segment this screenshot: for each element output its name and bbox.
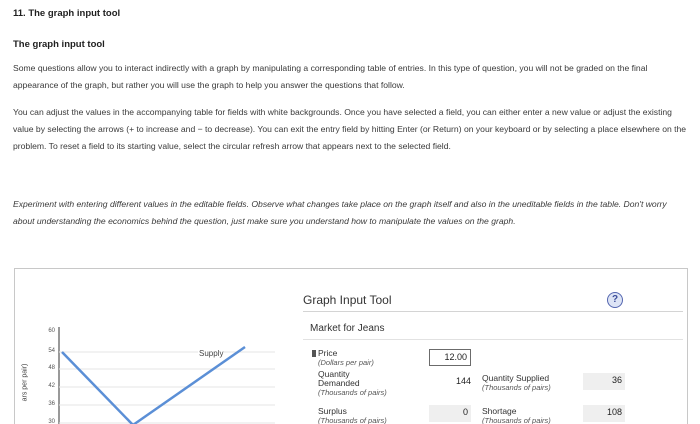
price-input[interactable]: 12.00: [429, 349, 471, 366]
y-tick-label: 42: [48, 383, 55, 389]
supply-curve: [133, 347, 245, 424]
quantity-supplied-value: 36: [583, 373, 625, 390]
graph-area[interactable]: [15, 269, 285, 424]
shortage-unit: (Thousands of pairs): [482, 416, 551, 424]
price-label: Price (Dollars per pair): [312, 349, 374, 367]
price-unit: (Dollars per pair): [318, 358, 374, 367]
supply-curve-label: Supply: [199, 349, 224, 358]
instructions-paragraph: You can adjust the values in the accompanying table for fields with white backgrounds. Once you have selected a field, you can either enter a new value or adjust the existing value by selecting the arrows (+ to increase and − to decrease). You can exit the entry field by hitting Enter (or Return) on your keyboard or by selecting a place elsewhere on the problem. To reset a field to its starting value, select the circular refresh arrow that appears next to the selected field.: [13, 107, 687, 151]
market-title: Market for Jeans: [310, 323, 385, 334]
graph-canvas[interactable]: [15, 269, 285, 424]
divider: [303, 339, 683, 340]
quantity-demanded-label: Quantity Demanded (Thousands of pairs): [318, 369, 387, 397]
surplus-label: Surplus (Thousands of pairs): [318, 406, 387, 424]
quantity-supplied-label: Quantity Supplied (Thousands of pairs): [482, 373, 551, 392]
help-icon[interactable]: ?: [607, 292, 623, 308]
shortage-label: Shortage (Thousands of pairs): [482, 406, 551, 424]
shortage-value: 108: [583, 405, 625, 422]
y-tick-label: 48: [48, 365, 55, 371]
divider: [303, 311, 683, 312]
graph-input-tool: [14, 268, 688, 424]
price-legend-marker: [312, 350, 316, 357]
intro-paragraph: Some questions allow you to interact indirectly with a graph by manipulating a corresponding table of entries. In this type of question, you will not be graded on the final appearance of the graph, but rather you will use the graph to help you answer the questions that follow.: [13, 63, 648, 90]
y-tick-label: 54: [48, 348, 55, 354]
quantity-demanded-value: 144: [455, 376, 471, 386]
demand-curve: [62, 352, 133, 424]
quantity-demanded-unit: (Thousands of pairs): [318, 388, 387, 397]
y-tick-label: 36: [48, 401, 55, 407]
experiment-paragraph: Experiment with entering different values in the editable fields. Observe what changes take place on the graph itself and also in the uneditable fields in the table. Don't worry about understanding the economics behind the question, just make sure you understand how to manipulate the values on the graph.: [13, 199, 667, 226]
tool-title: Graph Input Tool: [303, 293, 392, 307]
y-axis-title: ars per pair): [21, 363, 29, 402]
section-title: The graph input tool: [13, 39, 105, 50]
surplus-unit: (Thousands of pairs): [318, 416, 387, 424]
y-tick-label: 60: [48, 328, 55, 334]
surplus-value: 0: [429, 405, 471, 422]
quantity-supplied-unit: (Thousands of pairs): [482, 383, 551, 392]
y-tick-label: 30: [48, 419, 55, 424]
question-title: 11. The graph input tool: [13, 8, 121, 19]
